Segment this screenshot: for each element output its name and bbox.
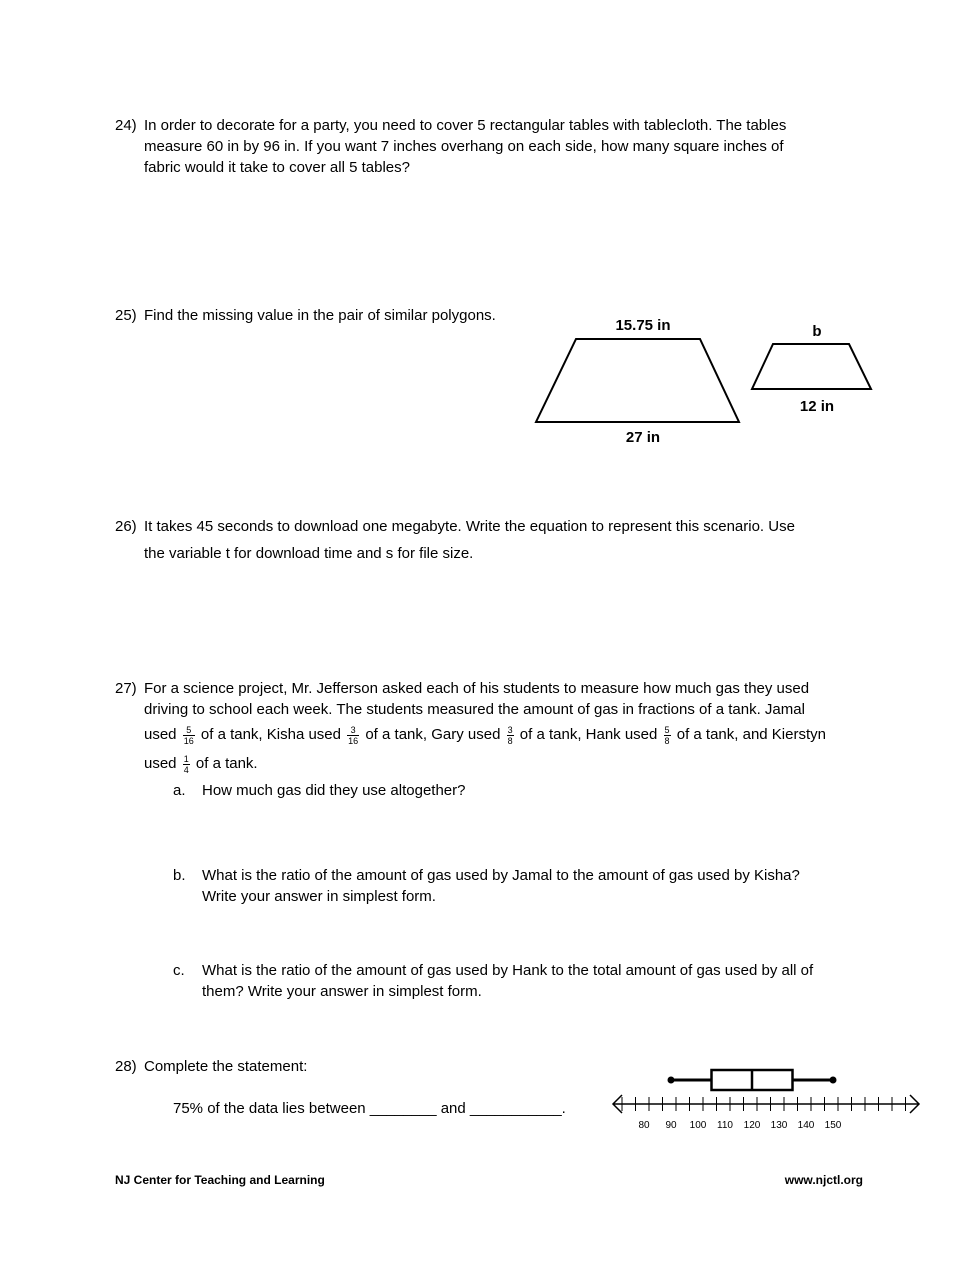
question-text: [144, 678, 865, 778]
sub-text: How much gas did they use altogether?: [202, 782, 466, 799]
sub-letter: c.: [173, 962, 185, 979]
question-number: 27): [115, 680, 137, 697]
question-text: Find the missing value in the pair of similar polygons.: [144, 307, 496, 324]
text-line: It takes 45 seconds to download one megabyte. Write the equation to represent this scenario. Use: [144, 518, 795, 535]
tick-label: 120: [743, 1120, 761, 1131]
small-bottom-label: 12 in: [799, 398, 835, 415]
text-line: them? Write your answer in simplest form.: [202, 983, 482, 1000]
tick-label: 100: [689, 1120, 707, 1131]
question-number: 24): [115, 117, 137, 134]
question-number: 26): [115, 518, 137, 535]
text-line: measure 60 in by 96 in. If you want 7 inches overhang on each side, how many square inches of: [144, 138, 784, 155]
large-top-label: 15.75 in: [615, 317, 671, 334]
question-text: [144, 115, 865, 178]
question-number: 28): [115, 1058, 137, 1075]
text-line: driving to school each week. The students measured the amount of gas in fractions of a tank. Jamal: [144, 701, 805, 718]
text-line-fractions: used $\frac{5}{16}$ of a tank, Kisha used $\frac{3}{16}$ of a tank, Gary used $\frac{3}{8}$ of a tank, Hank used $\frac{5}{8}$ of a tank, and Kierstyn: [144, 724, 826, 746]
large-bottom-label: 27 in: [625, 429, 661, 446]
footer-right: www.njctl.org: [784, 1173, 863, 1187]
similar-trapezoids-figure: [525, 310, 885, 450]
fraction-kierstyn: $\frac{1}{4}$: [183, 753, 189, 775]
min-point: [668, 1077, 675, 1084]
tick-label: 130: [770, 1120, 788, 1131]
text-line: What is the ratio of the amount of gas used by Hank to the total amount of gas used by all of: [202, 962, 814, 979]
small-top-label: b: [812, 323, 822, 340]
sub-text: [202, 865, 863, 907]
question-number: 25): [115, 307, 137, 324]
text-line: For a science project, Mr. Jefferson asked each of his students to measure how much gas they used: [144, 680, 810, 697]
text-line: fabric would it take to cover all 5 tables?: [144, 159, 410, 176]
sub-letter: b.: [173, 867, 186, 884]
text-line: In order to decorate for a party, you need to cover 5 rectangular tables with tablecloth. The tables: [144, 117, 787, 134]
text-line-fractions: used $\frac{1}{4}$ of a tank.: [144, 753, 258, 775]
footer-left: NJ Center for Teaching and Learning: [115, 1173, 325, 1187]
text-line: the variable t for download time and s for file size.: [144, 545, 474, 562]
max-point: [830, 1077, 837, 1084]
text-line: What is the ratio of the amount of gas used by Jamal to the amount of gas used by Kisha?: [202, 867, 800, 884]
text-line: Write your answer in simplest form.: [202, 888, 436, 905]
fill-in-statement: 75% of the data lies between ________ and ___________.: [173, 1100, 566, 1117]
tick-label: 140: [797, 1120, 815, 1131]
sub-letter: a.: [173, 782, 186, 799]
tick-label: 90: [665, 1120, 677, 1131]
large-trapezoid: [536, 339, 739, 422]
sub-text: [202, 960, 863, 1002]
question-text: Complete the statement:: [144, 1058, 308, 1075]
question-27: [115, 678, 865, 778]
tick-label: 110: [717, 1120, 733, 1131]
question-text: [144, 513, 865, 567]
fraction-kisha: $\frac{3}{16}$: [348, 724, 359, 746]
fraction-gary: $\frac{3}{8}$: [507, 724, 513, 746]
fraction-hank: $\frac{5}{8}$: [664, 724, 670, 746]
fraction-jamal: $\frac{5}{16}$: [183, 724, 194, 746]
tick-label: 80: [638, 1120, 650, 1131]
small-trapezoid: [752, 344, 871, 389]
tick-label: 150: [824, 1120, 842, 1131]
box-plot-figure: [605, 1062, 930, 1137]
